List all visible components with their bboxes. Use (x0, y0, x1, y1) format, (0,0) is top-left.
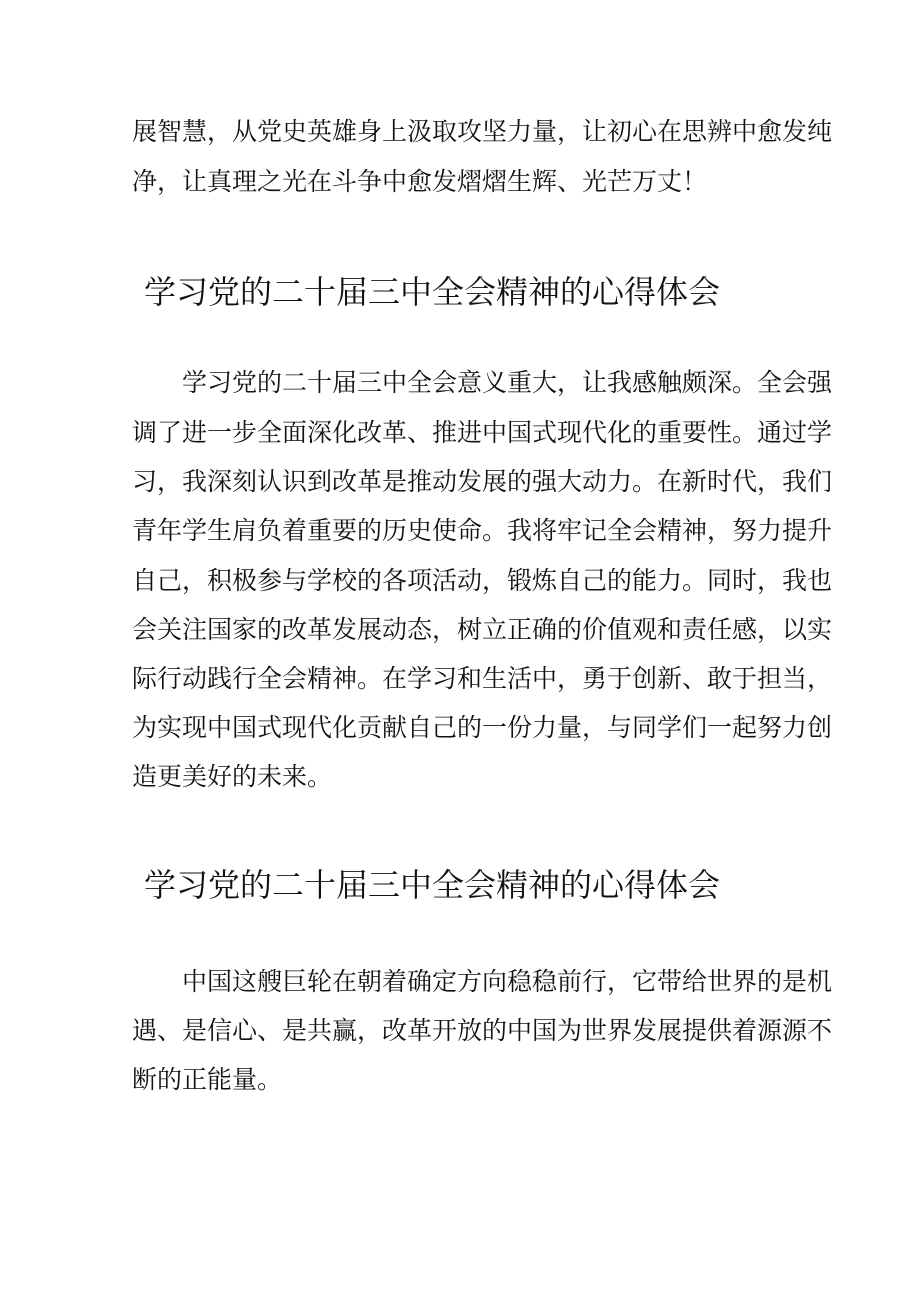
paragraph-line: 调了进一步全面深化改革、推进中国式现代化的重要性。通过学 (132, 418, 833, 447)
section-title: 学习党的二十届三中全会精神的心得体会 (144, 866, 721, 904)
paragraph-line: 遇、是信心、是共赢，改革开放的中国为世界发展提供着源源不 (132, 1016, 833, 1045)
paragraph-line: 中国这艘巨轮在朝着确定方向稳稳前行，它带给世界的是机 (182, 967, 833, 996)
paragraph-line: 会关注国家的改革发展动态，树立正确的价值观和责任感，以实 (132, 615, 833, 644)
paragraph-line: 习，我深刻认识到改革是推动发展的强大动力。在新时代，我们 (132, 467, 833, 496)
section-title: 学习党的二十届三中全会精神的心得体会 (144, 273, 721, 311)
paragraph-line: 为实现中国式现代化贡献自己的一份力量，与同学们一起努力创 (132, 713, 833, 742)
paragraph-line: 净，让真理之光在斗争中愈发熠熠生辉、光芒万丈！ (132, 167, 708, 196)
paragraph-line: 学习党的二十届三中全会意义重大，让我感触颇深。全会强 (182, 368, 833, 397)
paragraph-line: 自己，积极参与学校的各项活动，锻炼自己的能力。同时，我也 (132, 566, 833, 595)
paragraph-line: 展智慧，从党史英雄身上汲取攻坚力量，让初心在思辨中愈发纯 (132, 117, 833, 146)
paragraph-line: 造更美好的未来。 (132, 762, 333, 791)
paragraph-line: 断的正能量。 (132, 1065, 283, 1094)
paragraph-line: 际行动践行全会精神。在学习和生活中，勇于创新、敢于担当， (132, 664, 833, 693)
paragraph-line: 青年学生肩负着重要的历史使命。我将牢记全会精神，努力提升 (132, 516, 833, 545)
